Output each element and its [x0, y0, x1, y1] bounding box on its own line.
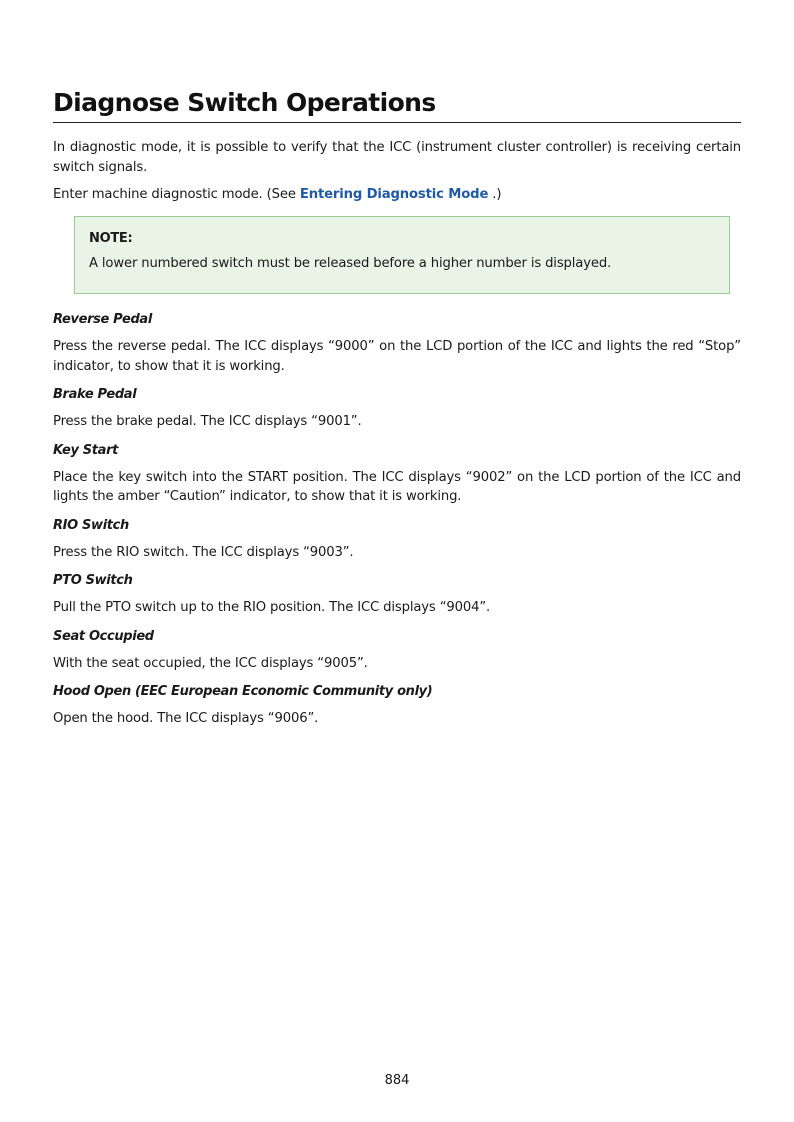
section-body: Open the hood. The ICC displays “9006”. [53, 711, 319, 726]
section-body: With the seat occupied, the ICC displays “9005”. [53, 655, 368, 671]
section-heading: Brake Pedal [53, 387, 137, 402]
page-content [53, 88, 741, 729]
section-body: Pull the PTO switch up to the RIO position. The ICC displays “9004”. [53, 600, 491, 615]
section-pto-switch [53, 571, 741, 618]
section-body: Press the RIO switch. The ICC displays “9003”. [53, 544, 354, 560]
page-title: Diagnose Switch Operations [53, 88, 741, 123]
enter-diagnostic-paragraph [53, 185, 741, 205]
entering-diagnostic-mode-link[interactable]: Entering Diagnostic Mode [299, 187, 489, 202]
enter-text-after: .) [488, 187, 502, 202]
section-body: Press the reverse pedal. The ICC displays “9000” on the LCD portion of the ICC and lights the red “Stop” indicator, to show that it is working. [53, 339, 741, 374]
section-body: Press the brake pedal. The ICC displays “9001”. [53, 414, 362, 429]
note-box [74, 216, 730, 295]
section-heading: Hood Open (EEC European Economic Community only) [53, 684, 433, 699]
section-seat-occupied [53, 627, 741, 674]
section-heading: RIO Switch [53, 517, 129, 533]
section-brake-pedal [53, 385, 741, 432]
note-label: NOTE: [89, 230, 133, 246]
enter-text-before: Enter machine diagnostic mode. (See [53, 187, 300, 202]
section-rio-switch [53, 516, 741, 563]
section-hood-open [53, 682, 741, 729]
section-heading: Key Start [53, 442, 119, 458]
section-heading: Seat Occupied [53, 628, 154, 644]
section-body: Place the key switch into the START position. The ICC displays “9002” on the LCD portion of the ICC and lights the amber “Caution” indicator, to show that it is working. [53, 469, 741, 504]
section-key-start [53, 441, 741, 507]
note-text: A lower numbered switch must be released before a higher number is displayed. [89, 255, 612, 271]
intro-paragraph: In diagnostic mode, it is possible to verify that the ICC (instrument cluster controller) is receiving certain switch signals. [53, 140, 741, 175]
section-reverse-pedal [53, 310, 741, 376]
page-number: 884 [384, 1073, 410, 1088]
section-heading: Reverse Pedal [53, 312, 152, 327]
section-heading: PTO Switch [53, 573, 133, 588]
